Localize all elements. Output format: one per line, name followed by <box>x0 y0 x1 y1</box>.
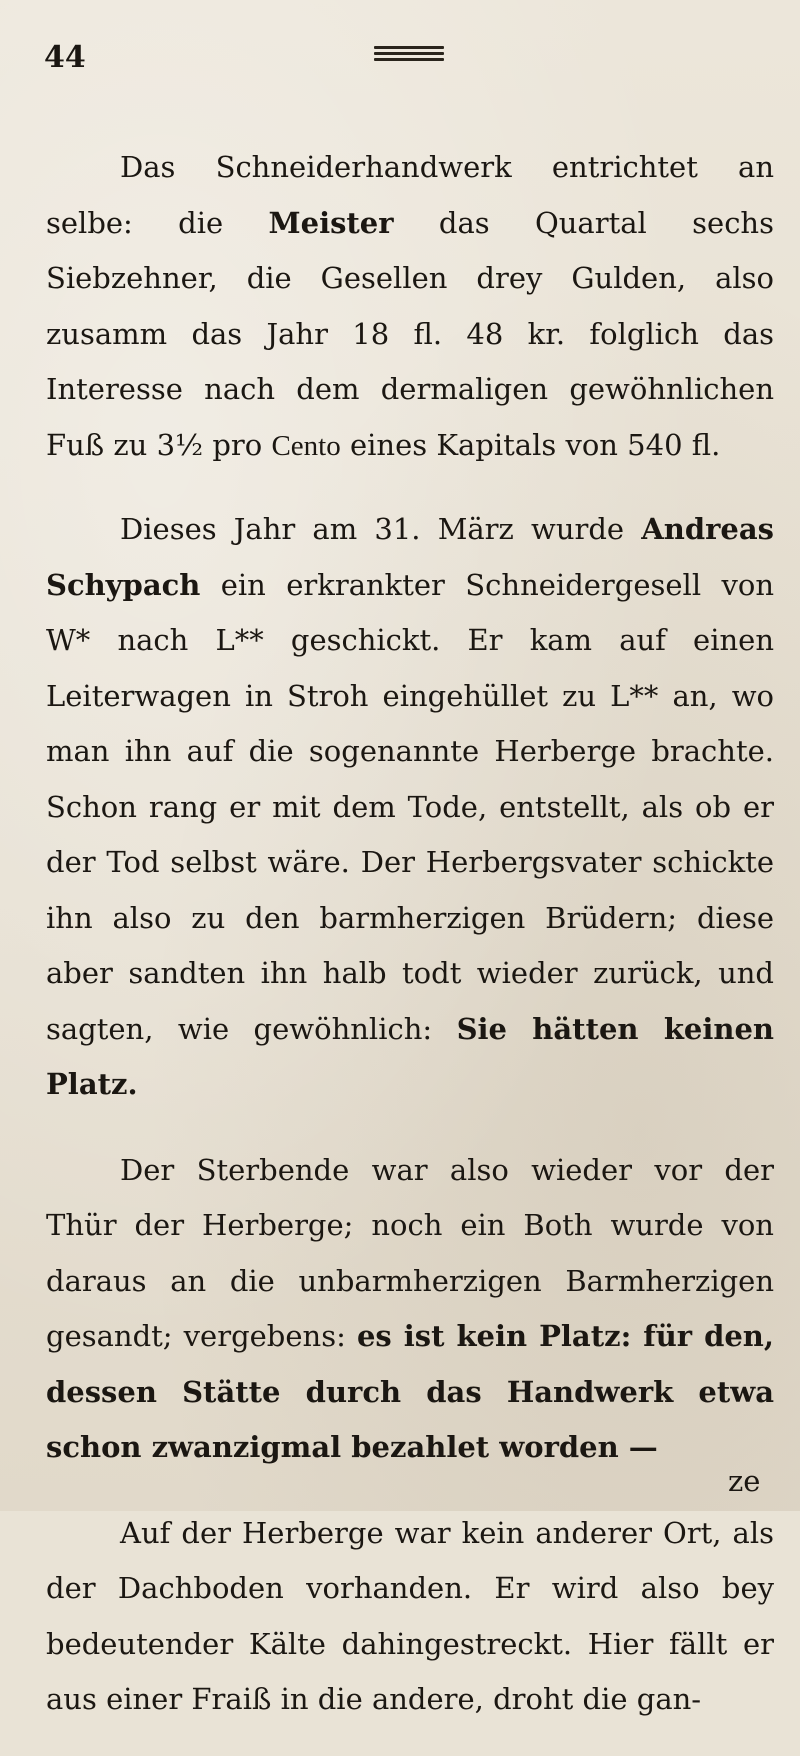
paragraph-3-emphasis: es ist kein Platz <box>356 1319 621 1353</box>
body-text <box>46 140 774 1756</box>
paragraph-1-text: eines Kapitals von 540 fl. <box>340 427 721 462</box>
paragraph-1-text: Das Schneiderhandwerk entrichtet an selbe: die <box>46 150 774 240</box>
paragraph-1 <box>46 140 774 474</box>
paragraph-1-latin: Cento <box>271 429 341 462</box>
paragraph-3-emphasis: : für den, dessen Stätte durch das Handwerk etwa schon zwanzigmal bezahlet worden — <box>46 1319 774 1464</box>
paragraph-2-text: Dieses Jahr am 31. März wurde <box>120 512 642 546</box>
paragraph-3 <box>46 1143 774 1476</box>
page-header <box>44 40 764 80</box>
paragraph-3-text: Der Sterbende war also wieder vor der Thür der Herberge; noch ein Both wurde von daraus an die unbarmherzigen Barmherzigen gesandt; vergebens: <box>46 1152 774 1353</box>
header-ornament <box>374 46 444 68</box>
paragraph-4 <box>46 1506 774 1728</box>
catchword: ze <box>728 1464 761 1498</box>
paragraph-2-text: ein erkrankter Schneidergesell von W* nach L** geschickt. Er kam auf einen Leiterwagen in Stroh eingehüllet zu L** an, wo man ihn auf die sogenannte Herberge brachte. Schon rang er mit dem Tode, entstellt, als ob er der Tod selbst wäre. Der Herbergsvater schickte ihn also zu den barmherzigen Brüdern; diese aber sandten ihn halb todt wieder zurück, und sagten, wie gewöhnlich: <box>46 567 774 1046</box>
paragraph-2 <box>46 502 774 1113</box>
paragraph-2-name: Andreas Schypach <box>46 512 774 602</box>
paragraph-1-emphasis: Meister <box>268 205 394 240</box>
page-number: 44 <box>44 40 86 75</box>
paragraph-2-emphasis: Sie hätten keinen Platz. <box>46 1011 774 1101</box>
paragraph-1-text: das Quartal sechs Siebzehner, die Gesellen drey Gulden, also zusamm das Jahr 18 fl. 48 kr. folglich das Interesse nach dem dermaligen gewöhnlichen Fuß zu 3½ pro <box>46 205 774 462</box>
paragraph-4-text: Auf der Herberge war kein anderer Ort, als der Dachboden vorhanden. Er wird also bey bedeutender Kälte dahingestreckt. Hier fällt er aus einer Fraiß in die andere, droht die gan- <box>46 1515 774 1716</box>
